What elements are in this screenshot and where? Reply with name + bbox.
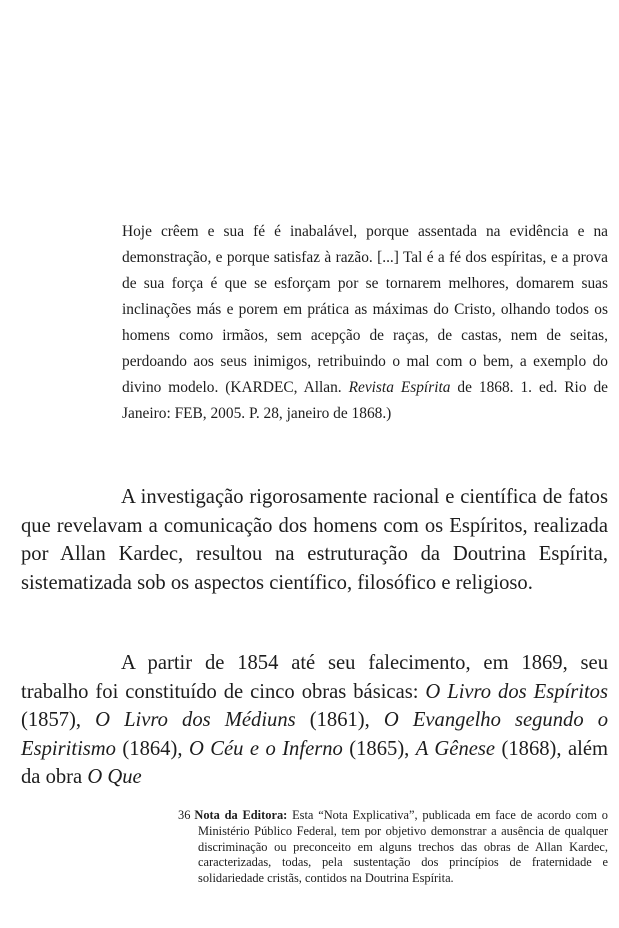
work-year-3: (1864), (115, 737, 189, 760)
work-title-2: O Livro dos Médiuns (95, 709, 296, 731)
work-title-6: O Que (87, 766, 142, 788)
work-year-2: (1861), (295, 709, 384, 731)
paragraph-2-text (21, 649, 608, 792)
work-title-4: O Céu e o Inferno (188, 737, 343, 760)
work-year-1: (1857), (21, 709, 96, 731)
footnote (178, 808, 608, 887)
quote-text (122, 219, 608, 427)
footnote-body: Esta “Nota Explicativa”, publicada em face de acordo com o Ministério Público Federal, tem por objetivo demonstrar a ausência de qualquer discriminação ou preconceito em alguns trechos das obras de Allan Kardec, caracterizadas, todas, pela sustentação dos princípios de fraternidade e solidariedade cristãs, contidos na Doutrina Espírita. (198, 808, 608, 886)
quote-text-start: Hoje crêem e sua fé é inabalável, porque assentada na evidência e na demonstração, e porque satisfaz à razão. [...] Tal é a fé dos espíritas, e a prova de sua força é que se esforçam por se tornarem melhores, domarem suas inclinações más e porem em prática as máximas do Cristo, olhando todos os homens como irmãos, sem acepção de raças, de castas, nem de seitas, perdoando aos seus inimigos, retribuindo o mal com o bem, a exemplo do divino modelo. (KARDEC, Allan. (122, 223, 608, 396)
paragraph-1-text: A investigação rigorosamente racional e científica de fatos que revelavam a comunicação dos homens com os Espíritos, realizada por Allan Kardec, resultou na estruturação da Doutrina Espírita, sistematizada sob os aspectos científico, filosófico e religioso. (21, 486, 608, 594)
work-title-1: O Livro dos Espíritos (425, 680, 608, 703)
quote-text-end: de 1868. 1. ed. Rio de Janeiro: FEB, 2005. P. 28, janeiro de 1868.) (122, 379, 608, 422)
work-year-4: (1865), (342, 737, 416, 760)
footnote-number: 36 (178, 808, 191, 822)
quote-source-title: Revista Espírita (348, 379, 451, 396)
footnote-text (178, 808, 608, 887)
work-year-5: (1868), além da obra (21, 737, 609, 788)
body-paragraph-2 (21, 649, 608, 792)
paragraph-2-intro: A partir de 1854 até seu falecimento, em 1869, seu trabalho foi constituído de cinco obras básicas: (21, 652, 608, 703)
work-title-3: O Evangelho segundo o Espiritismo (21, 709, 608, 760)
footnote-label: Nota da Editora: (194, 808, 288, 822)
work-title-5: A Gênese (415, 737, 496, 760)
block-quote (122, 219, 608, 427)
body-paragraph-1 (21, 483, 608, 597)
